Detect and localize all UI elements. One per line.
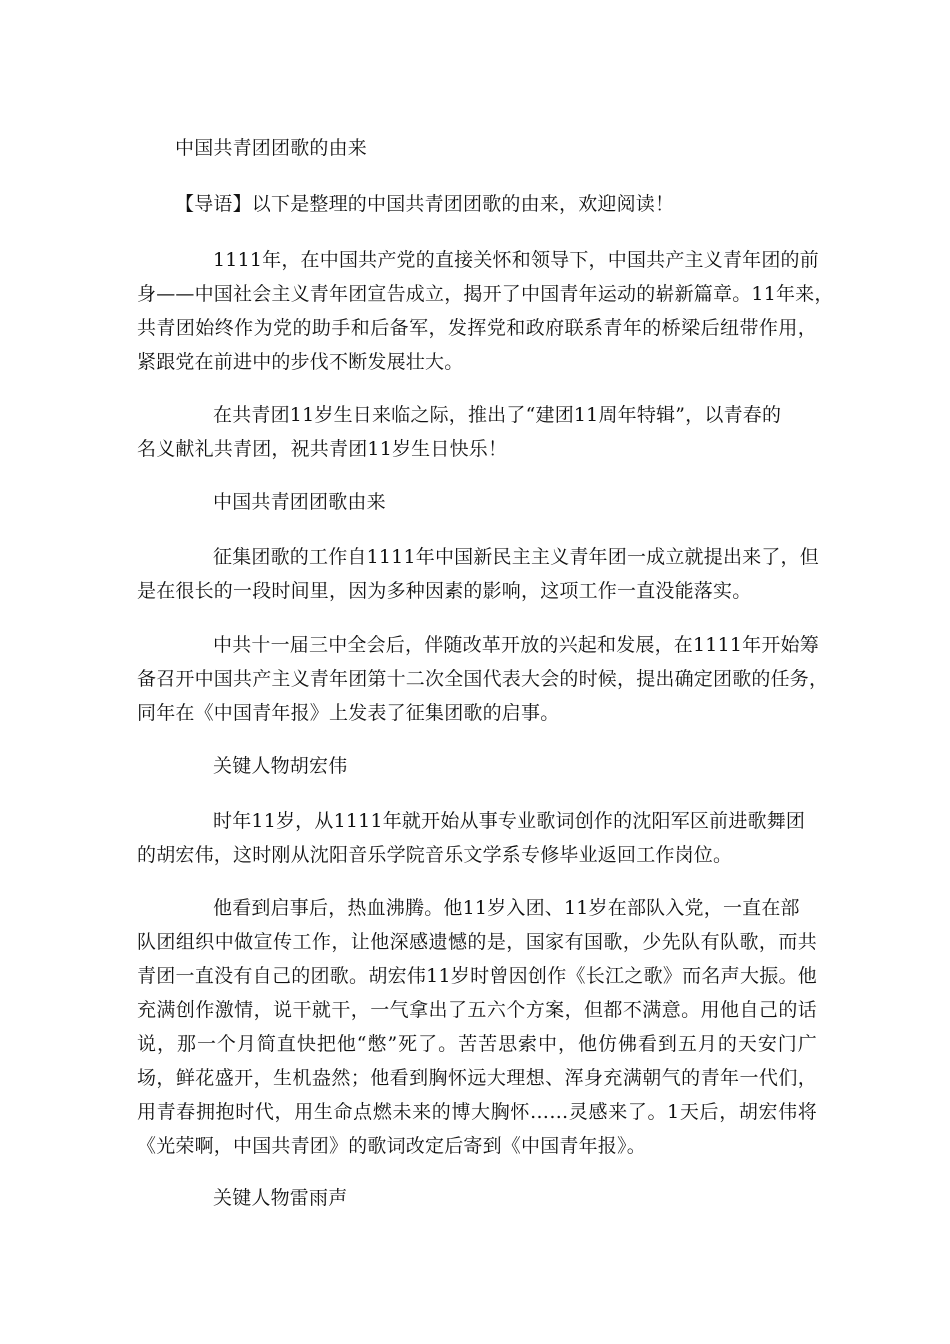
text-line: 他看到启事后，热血沸腾。他11岁入团、11岁在部队入党，一直在部 [213, 897, 800, 919]
text-line: 中共十一届三中全会后，伴随改革开放的兴起和发展，在1111年开始筹 [213, 634, 819, 656]
text-line: 的胡宏伟，这时刚从沈阳音乐学院音乐文学系专修毕业返回工作岗位。 [137, 844, 733, 866]
document-title: 中国共青团团歌的由来 [175, 137, 368, 159]
text-line: 充满创作激情，说干就干，一气拿出了五六个方案，但都不满意。用他自己的话 [137, 999, 817, 1021]
text-line: 名义献礼共青团，祝共青团11岁生日快乐！ [137, 438, 508, 460]
text-line: 征集团歌的工作自1111年中国新民主主义青年团一成立就提出来了，但 [213, 546, 819, 568]
text-line: 共青团始终作为党的助手和后备军，发挥党和政府联系青年的桥梁后纽带作用， [137, 317, 817, 339]
intro-paragraph: 【导语】以下是整理的中国共青团团歌的由来，欢迎阅读！ [175, 193, 675, 215]
text-line: 同年在《中国青年报》上发表了征集团歌的启事。 [137, 702, 560, 724]
section-heading-lei: 关键人物雷雨声 [213, 1187, 348, 1209]
text-line: 场，鲜花盛开，生机盎然；他看到胸怀远大理想、浑身充满朝气的青年一代们， [137, 1067, 817, 1089]
text-line: 1111年，在中国共产党的直接关怀和领导下，中国共产主义青年团的前 [213, 249, 819, 271]
section-heading-origin: 中国共青团团歌由来 [213, 491, 386, 513]
section-heading-hu: 关键人物胡宏伟 [213, 755, 348, 777]
text-line: 说，那一个月简直快把他“憋”死了。苦苦思索中，他仿佛看到五月的天安门广 [137, 1033, 817, 1055]
text-line: 用青春拥抱时代，用生命点燃未来的博大胸怀……灵感来了。1天后，胡宏伟将 [137, 1101, 817, 1123]
text-line: 《光荣啊，中国共青团》的歌词改定后寄到《中国青年报》。 [137, 1135, 646, 1157]
text-line: 身——中国社会主义青年团宣告成立，揭开了中国青年运动的崭新篇章。11年来， [137, 283, 834, 305]
text-line: 青团一直没有自己的团歌。胡宏伟11岁时曾因创作《长江之歌》而名声大振。他 [137, 965, 817, 987]
text-line: 是在很长的一段时间里，因为多种因素的影响，这项工作一直没能落实。 [137, 580, 752, 602]
text-line: 紧跟党在前进中的步伐不断发展壮大。 [137, 351, 464, 373]
text-line: 队团组织中做宣传工作，让他深感遗憾的是，国家有国歌，少先队有队歌，而共 [137, 931, 817, 953]
text-line: 备召开中国共产主义青年团第十二次全国代表大会的时候，提出确定团歌的任务， [137, 668, 829, 690]
text-line: 时年11岁，从1111年就开始从事专业歌词创作的沈阳军区前进歌舞团 [213, 810, 806, 832]
text-line: 在共青团11岁生日来临之际，推出了“建团11周年特辑”，以青春的 [213, 404, 782, 426]
